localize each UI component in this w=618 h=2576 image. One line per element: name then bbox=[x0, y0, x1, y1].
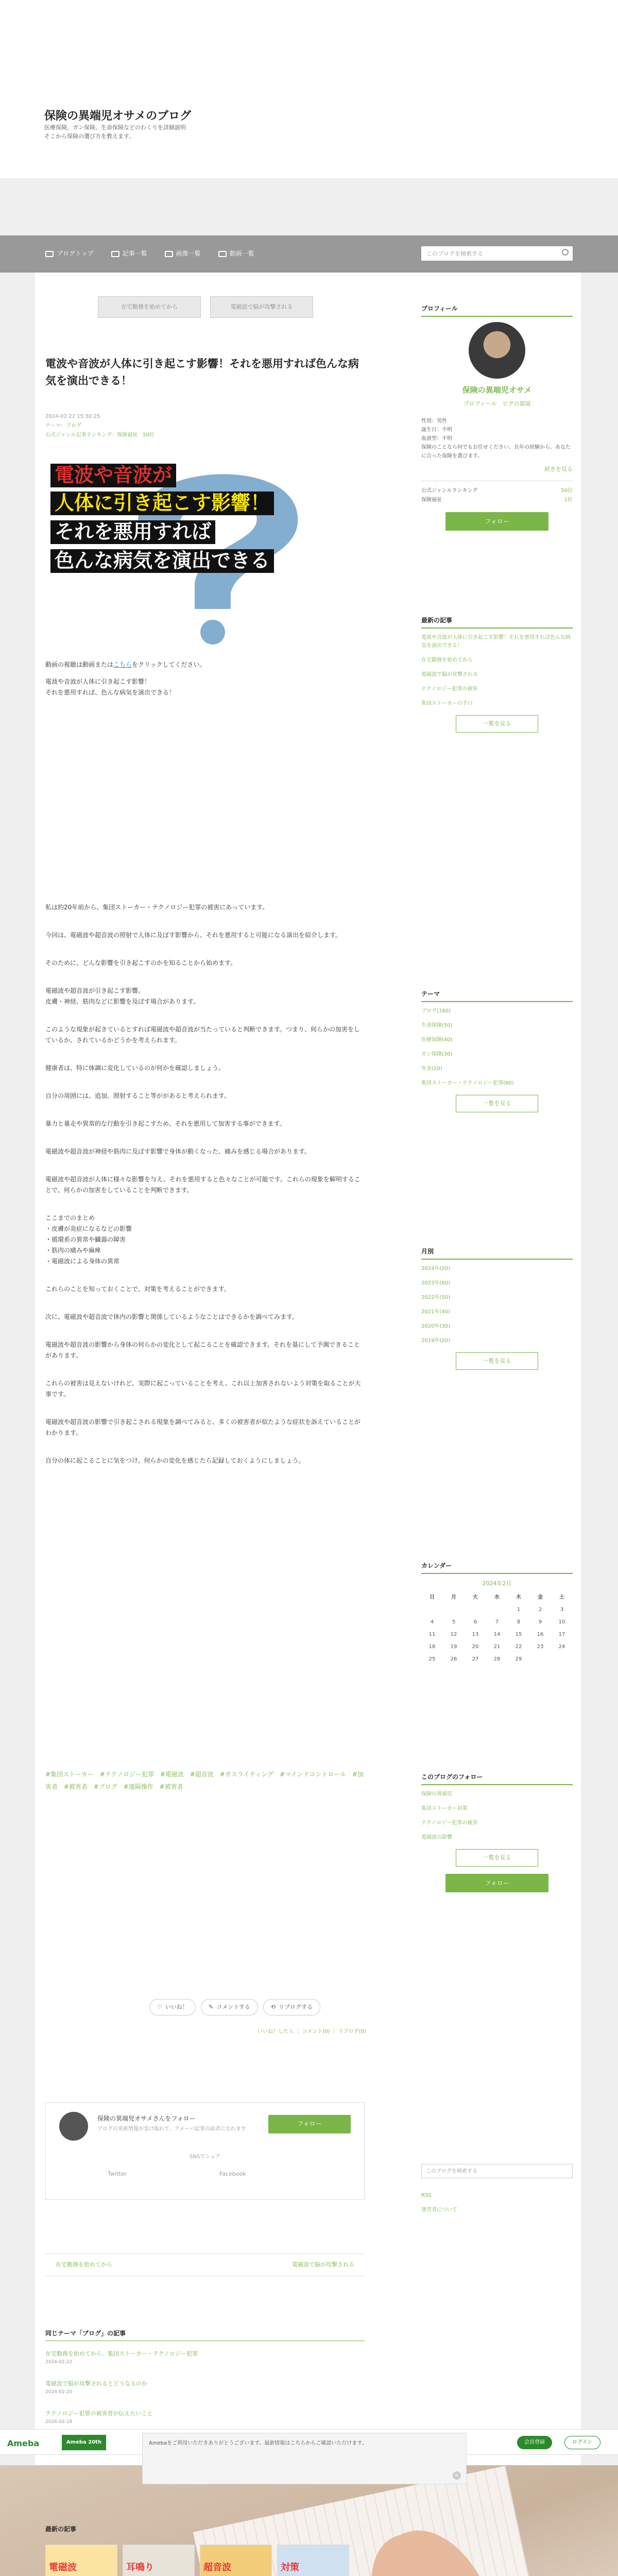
follow-button[interactable]: フォロー bbox=[268, 2115, 351, 2133]
body-paragraph: 電波や音波が人体に引き起こす影響！ それを悪用すれば、色んな病気を演出できる！ bbox=[45, 678, 176, 696]
sidebar-follow-button-2[interactable]: フォロー bbox=[445, 1874, 548, 1892]
body-paragraph: 暴力と暴走や異常的な行動を引き起こすため、それを悪用して加害する事ができます。 bbox=[45, 1120, 286, 1127]
popular-heading: 最新の記事 bbox=[45, 2526, 77, 2533]
archive-heading: 月別 bbox=[421, 1247, 573, 1260]
body-paragraph: 電磁波や超音波の影響で引き起こされる現象を調べてみると、多くの被害者が似たような症状を訴えていることがわかります。 bbox=[45, 1418, 361, 1436]
followed-link[interactable]: 電磁波の影響 bbox=[421, 1835, 452, 1841]
body-paragraph: これらのことを知っておくことで、対策を考えることができます。 bbox=[45, 1285, 230, 1293]
body-paragraph: 電磁波や超音波が人体に様々な影響を与え、それを悪用すると色々なことが可能です。これらの現象を解明することで、何らかの加害をしていることを判断できます。 bbox=[45, 1176, 360, 1194]
calendar-table: 日 月 火 水 木 金 土 1 2 3 4 5 6 7 8 9 10 11 12 13 14 15 16 17 18 19 20 21 22 23 24 25 26 27 28 29 bbox=[428, 1594, 565, 1662]
hashtag[interactable]: #マインドコントロール bbox=[279, 1771, 347, 1778]
blog-header bbox=[0, 0, 618, 178]
sidebar-profile bbox=[421, 304, 573, 538]
operator-link[interactable]: 運営者について bbox=[421, 2207, 457, 2213]
list-item[interactable]: 在宅勤務を始めてから、集団ストーカー・テクノロジー犯罪 2024-02-22 bbox=[45, 2350, 198, 2365]
list-icon bbox=[111, 251, 119, 257]
body-paragraph: 電磁波や超音波が引き起こす影響。 皮膚・神経、筋肉などに影響を及ぼす場合があります。 bbox=[45, 987, 200, 1005]
comment-icon: ✎ bbox=[208, 2004, 214, 2010]
like-button[interactable]: ♡ いいね！ bbox=[149, 1999, 196, 2015]
theme-link[interactable]: 年金(20) bbox=[421, 1066, 442, 1072]
reaction-counts[interactable]: いいね！した人 ｜ コメント(0) ｜ リブログ(0) bbox=[258, 2029, 367, 2035]
follow-card-name: 保険の異端児オサメさんをフォロー bbox=[97, 2115, 196, 2122]
hashtag[interactable]: #加害者 bbox=[45, 1771, 364, 1790]
article-body-main bbox=[45, 891, 365, 1483]
article-title[interactable]: 電波や音波が人体に引き起こす影響！それを悪用すれば色んな病気を演出できる！ bbox=[45, 358, 359, 387]
avatar bbox=[59, 2112, 88, 2141]
followed-heading: このブログのフォロー bbox=[421, 1772, 573, 1785]
close-icon[interactable]: × bbox=[453, 2471, 461, 2480]
hero-image bbox=[50, 444, 344, 645]
latest-entry-link[interactable]: 電波や音波が人体に引き起こす影響！それを悪用すれば色んな病気を演出できる！ bbox=[421, 635, 571, 649]
body-paragraph: 今回は、電磁波や超音波の照射で人体に及ぼす影響から、それを悪用すると可能になる演出を紹介します。 bbox=[45, 931, 342, 939]
hashtag[interactable]: #テクノロジー犯罪 bbox=[99, 1771, 154, 1778]
archive-link[interactable]: 2024年(20) bbox=[421, 1266, 450, 1272]
body-paragraph: ここまでのまとめ ・皮膚が炎症になるなどの影響 ・循環系の異常や臓器の障害 ・筋肉の痛みや麻痺 ・電磁波による身体の異常 bbox=[45, 1214, 132, 1265]
hero-line-1: 電波や音波が bbox=[50, 464, 176, 487]
popular-item[interactable] bbox=[45, 2545, 117, 2576]
blog-description: 医療保険、ガン保険、生命保険などのわくりを詳細説明 そこから保険の選び方を教えます。 bbox=[44, 124, 186, 140]
hero-line-2: 人体に引き起こす影響！ bbox=[50, 492, 274, 515]
hashtag[interactable]: #電磁波 bbox=[160, 1771, 184, 1778]
register-button[interactable]: 会員登録 bbox=[517, 2436, 552, 2449]
sidebar-themes bbox=[421, 989, 573, 1112]
theme-link[interactable]: 生命保険(50) bbox=[421, 1023, 453, 1029]
hashtag[interactable]: #集団ストーカー bbox=[45, 1771, 94, 1778]
thumbnail: 電磁波 bbox=[45, 2545, 117, 2576]
followed-link[interactable]: テクノロジー犯罪の被害 bbox=[421, 1820, 478, 1826]
hero-line-4: 色んな病気を演出できる bbox=[50, 549, 274, 573]
blog-search-input[interactable]: このブログを検索する bbox=[421, 246, 573, 261]
profile-links[interactable]: プロフィール ピグの部屋 bbox=[463, 400, 531, 408]
list-item[interactable]: 電磁波で脳が攻撃されるとどうなるのか 2024-02-20 bbox=[45, 2380, 147, 2395]
theme-more-button[interactable]: 一覧を見る bbox=[456, 1095, 538, 1112]
body-paragraph: これらの被害は見えないけれど、実際に起こっていることを考え、これ以上加害されないよう対策を取ることが大事です。 bbox=[45, 1380, 361, 1398]
latest-entry-link[interactable]: 在宅勤務を始めてから bbox=[421, 657, 473, 664]
ameba-logo[interactable]: Ameba bbox=[7, 2438, 40, 2448]
login-button[interactable]: ログイン bbox=[564, 2436, 600, 2449]
reblog-button[interactable]: ⟲ リブログする bbox=[263, 1999, 320, 2015]
body-paragraph: 私は約20年前から、集団ストーカー・テクノロジー犯罪の被害にあっています。 bbox=[45, 904, 269, 911]
hashtag[interactable]: #被害者 bbox=[63, 1783, 88, 1790]
body-paragraph: 次に、電磁波や超音波で体内の影響と関係しているようなことはできるかを調べてみます。 bbox=[45, 1313, 299, 1320]
same-theme-list bbox=[45, 2349, 365, 2439]
latest-more-button[interactable]: 一覧を見る bbox=[456, 715, 538, 733]
hashtag[interactable]: #ガスライティング bbox=[219, 1771, 274, 1778]
nav-video-list[interactable]: 動画一覧 bbox=[218, 247, 254, 261]
calendar-month[interactable]: 2024年2月 bbox=[482, 1580, 512, 1587]
follow-card-sub: ブログの更新情報が受け取れて、アメーバ記事の読者になれます bbox=[97, 2126, 246, 2132]
sidebar-archive bbox=[421, 1247, 573, 1370]
next-entry-link[interactable]: 電磁波で脳が攻撃される bbox=[292, 2261, 354, 2268]
popular-item[interactable] bbox=[123, 2545, 195, 2576]
latest-entry-link[interactable]: テクノロジー犯罪の被害 bbox=[421, 686, 478, 692]
thumbnail: 超音波 bbox=[200, 2545, 272, 2576]
same-theme-heading: 同じテーマ「ブログ」の記事 bbox=[45, 2329, 365, 2341]
sidebar-follow-button[interactable]: フォロー bbox=[445, 512, 548, 531]
home-icon bbox=[45, 251, 54, 257]
body-paragraph: 健康者は、特に体調に変化しているのが何かを確認しましょう。 bbox=[45, 1064, 225, 1072]
nav-blog-top[interactable]: ブログトップ bbox=[45, 247, 94, 261]
notification-banner: Amebaをご利用いただきありがとうございます。最新情報はこちらからご確認いただけます。 × bbox=[142, 2433, 467, 2484]
popular-item[interactable] bbox=[200, 2545, 272, 2576]
body-paragraph: 電磁波や超音波の影響から身体の何らかの変化として起こることを確認できます。それを基にして予測できることがあります。 bbox=[45, 1341, 360, 1359]
heart-icon: ♡ bbox=[157, 2004, 162, 2010]
nav-image-list[interactable]: 画像一覧 bbox=[165, 247, 201, 261]
hero-line-3: それを悪用すれば bbox=[50, 520, 215, 544]
sidebar-calendar bbox=[421, 1561, 573, 1666]
profile-bio: 性別：男性 誕生日：不明 血液型：不明 保険のことなら何でもお任せください。長年の経験から、あなたに合った保険を選びます。 bbox=[421, 418, 571, 459]
article-theme-link[interactable]: ブログ bbox=[66, 423, 81, 429]
intro-paragraph: 動画の視聴は動画またはこちらをクリックしてください。 bbox=[45, 661, 206, 668]
body-paragraph: そのために、どんな影響を引き起こすのかを知ることから始めます。 bbox=[45, 959, 237, 967]
archive-link[interactable]: 2021年(40) bbox=[421, 1309, 450, 1315]
video-icon bbox=[218, 251, 227, 257]
profile-name[interactable]: 保険の異端児オサメ bbox=[462, 385, 532, 395]
theme-link[interactable]: 医療保険(40) bbox=[421, 1037, 453, 1043]
sidebar-search bbox=[421, 2164, 573, 2221]
body-paragraph: このような現象が起きているとすれば電磁波や超音波が当たっていると判断できます。つまり、何らかの加害をしているか、されているかどうかを考えられます。 bbox=[45, 1026, 360, 1044]
theme-link[interactable]: ガン保険(30) bbox=[421, 1052, 453, 1058]
profile-more-link[interactable]: 続きを見る bbox=[544, 465, 573, 472]
calendar-heading: カレンダー bbox=[421, 1561, 573, 1574]
follow-card bbox=[45, 2102, 365, 2200]
sidebar-search-input[interactable]: このブログを検索する bbox=[421, 2164, 573, 2178]
sidebar-latest bbox=[421, 616, 573, 733]
latest-entry-link[interactable]: 電磁波で脳が攻撃される bbox=[421, 672, 478, 678]
profile-heading: プロフィール bbox=[421, 304, 573, 317]
article-meta: 2024-02-22 15:30:25 テーマ：ブログ 公式ジャンル記事ランキング：保険福祉 50位 bbox=[45, 412, 154, 440]
search-icon[interactable] bbox=[562, 249, 569, 256]
rss-link[interactable]: RSS bbox=[421, 2193, 432, 2198]
comment-button[interactable]: ✎ コメントする bbox=[201, 1999, 258, 2015]
archive-link[interactable]: 2019年(20) bbox=[421, 1338, 450, 1344]
theme-link[interactable]: 集団ストーカー・テクノロジー犯罪(60) bbox=[421, 1080, 514, 1087]
share-label: SNSでシェア bbox=[190, 2154, 220, 2160]
hashtag-list bbox=[45, 1768, 365, 1793]
nav-entry-list[interactable]: 記事一覧 bbox=[111, 247, 147, 261]
hashtag[interactable]: #被害者 bbox=[159, 1783, 183, 1790]
blog-title[interactable]: 保険の異端児オサメのブログ bbox=[44, 110, 192, 123]
followed-more-button[interactable]: 一覧を見る bbox=[456, 1849, 538, 1867]
body-paragraph: 電磁波や超音波が神経や筋肉に及ぼす影響で身体が動くなった、痛みを感じる場合があります。 bbox=[45, 1148, 311, 1155]
followed-link[interactable]: 集団ストーカー対策 bbox=[421, 1806, 468, 1812]
image-icon bbox=[165, 251, 173, 257]
genre-ranking-link[interactable]: 公式ジャンル記事ランキング：保険福祉 50位 bbox=[45, 432, 154, 438]
global-nav bbox=[0, 235, 618, 273]
twitter-share-button[interactable]: Twitter bbox=[108, 2171, 127, 2177]
hashtag[interactable]: #遠隔操作 bbox=[123, 1783, 153, 1790]
sidebar-followed bbox=[421, 1772, 573, 1900]
entry-neighbors bbox=[45, 2253, 365, 2276]
archive-more-button[interactable]: 一覧を見る bbox=[456, 1352, 538, 1370]
thumbnail: 対策 bbox=[277, 2545, 349, 2576]
video-link[interactable]: こちら bbox=[113, 661, 132, 668]
article-body bbox=[45, 659, 365, 704]
popular-entries bbox=[45, 2524, 365, 2576]
next-entry-button[interactable]: 電磁波で脳が攻撃される bbox=[210, 296, 313, 318]
archive-link[interactable]: 2023年(60) bbox=[421, 1280, 450, 1286]
reblog-icon: ⟲ bbox=[270, 2004, 276, 2010]
article-date: 2024-02-22 15:30:25 bbox=[45, 414, 100, 419]
body-paragraph: 自分の体に起こることに気をつけ、何らかの変化を感じたら記録しておくようにしましょう。 bbox=[45, 1457, 305, 1464]
list-item[interactable]: テクノロジー犯罪の被害者が伝えたいこと 2024-02-18 bbox=[45, 2410, 153, 2425]
ameba-20th-logo[interactable]: Ameba 20th bbox=[62, 2435, 106, 2450]
archive-link[interactable]: 2022年(50) bbox=[421, 1295, 450, 1301]
prev-entry-link[interactable]: 在宅勤務を始めてから bbox=[56, 2261, 112, 2268]
prev-entry-button[interactable]: 在宅勤務を始めてから bbox=[98, 296, 201, 318]
body-paragraph: 自分の周囲には、追加、照射すること等ががあると考えられます。 bbox=[45, 1092, 231, 1099]
thumbnail: 耳鳴り bbox=[123, 2545, 195, 2576]
avatar[interactable] bbox=[469, 322, 525, 379]
archive-link[interactable]: 2020年(30) bbox=[421, 1324, 450, 1330]
latest-entry-link[interactable]: 集団ストーカーの手口 bbox=[421, 701, 473, 707]
hashtag[interactable]: #ブログ bbox=[93, 1783, 117, 1790]
theme-heading: テーマ bbox=[421, 989, 573, 1002]
latest-heading: 最新の記事 bbox=[421, 616, 573, 629]
ranking-box: 公式ジャンルランキング 50位 保険福祉 1位 bbox=[421, 481, 573, 505]
theme-link[interactable]: ブログ(180) bbox=[421, 1008, 451, 1014]
followed-link[interactable]: 保険の異端児 bbox=[421, 1791, 452, 1798]
hashtag[interactable]: #超音波 bbox=[190, 1771, 214, 1778]
facebook-share-button[interactable]: Facebook bbox=[219, 2171, 246, 2177]
reaction-row bbox=[149, 1999, 320, 2015]
popular-item[interactable] bbox=[277, 2545, 349, 2576]
